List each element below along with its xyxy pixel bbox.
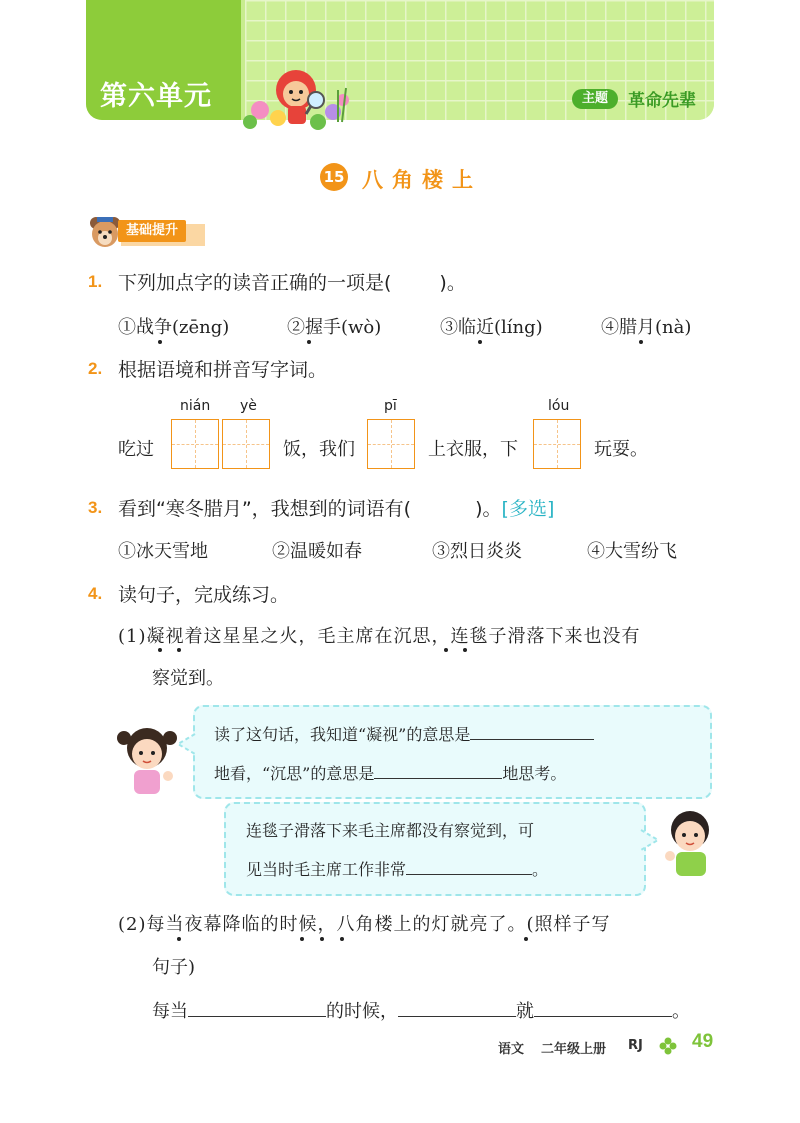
question-4-text: 读句子，完成练习。 bbox=[118, 584, 290, 606]
bubble-2-line-1: 连毯子滑落下来毛主席都没有察觉到，可 bbox=[246, 821, 535, 840]
bubble-tail bbox=[176, 732, 196, 756]
bubble-text: 地看，“沉思”的意思是 bbox=[214, 764, 375, 783]
q3-option-1[interactable]: ①冰天雪地 bbox=[118, 541, 208, 562]
lesson-number: 15 bbox=[320, 163, 348, 191]
bubble-2-line-2 bbox=[246, 857, 548, 880]
emphasis-dot bbox=[177, 648, 181, 652]
question-number: 3. bbox=[88, 498, 103, 517]
bubble-tail bbox=[640, 828, 660, 852]
answer-blank[interactable] bbox=[406, 874, 532, 875]
speech-bubble-1 bbox=[193, 705, 712, 799]
question-3-text bbox=[118, 494, 554, 521]
q2-segment-2: 饭，我们 bbox=[283, 439, 355, 460]
footer-subject: 语文 bbox=[498, 1042, 525, 1057]
q1-option-4[interactable]: ④腊月(nà) bbox=[601, 317, 692, 338]
pattern-text: 就 bbox=[516, 1001, 534, 1022]
dog-mascot-icon bbox=[88, 214, 122, 250]
girl-illustration bbox=[114, 724, 180, 796]
question-number: 2. bbox=[88, 359, 103, 378]
question-text-end: )。 bbox=[475, 498, 502, 520]
q3-option-4[interactable]: ④大雪纷飞 bbox=[587, 541, 677, 562]
question-1-text bbox=[118, 268, 466, 295]
pattern-text: 的时候， bbox=[326, 1001, 398, 1022]
answer-blank[interactable] bbox=[188, 1016, 326, 1017]
q2-segment-4: 玩耍。 bbox=[594, 439, 648, 460]
bubble-text: 见当时毛主席工作非常 bbox=[246, 860, 407, 879]
emphasis-dot bbox=[177, 937, 181, 941]
bubble-text: 读了这句话，我知道“凝视”的意思是 bbox=[214, 725, 471, 744]
pinyin-pi: pī bbox=[384, 398, 397, 414]
pinyin-ye: yè bbox=[240, 398, 257, 414]
pattern-text: 每当 bbox=[152, 1001, 188, 1022]
answer-blank[interactable] bbox=[398, 1016, 516, 1017]
bubble-text: 。 bbox=[532, 860, 549, 879]
q1-option-3[interactable]: ③临近(líng) bbox=[440, 317, 543, 338]
q4-pattern-line bbox=[152, 997, 690, 1023]
unit-title: 第六单元 bbox=[100, 81, 212, 112]
pattern-text: 。 bbox=[672, 1001, 690, 1022]
question-number: 1. bbox=[88, 272, 103, 291]
question-2-text: 根据语境和拼音写字词。 bbox=[118, 359, 328, 381]
bubble-1-line-1 bbox=[214, 722, 594, 745]
question-1 bbox=[88, 272, 102, 292]
footer-grade: 二年级上册 bbox=[541, 1042, 607, 1057]
q3-option-3[interactable]: ③烈日炎炎 bbox=[432, 541, 522, 562]
question-text-start: 下列加点字的读音正确的一项是( bbox=[118, 272, 392, 294]
tianzige-box-1[interactable] bbox=[171, 419, 219, 469]
question-text-end: )。 bbox=[439, 272, 466, 294]
answer-blank[interactable] bbox=[470, 739, 594, 740]
emphasis-dot bbox=[300, 937, 304, 941]
boy-illustration bbox=[660, 806, 720, 878]
q1-option-1[interactable]: ①战争(zēng) bbox=[118, 317, 230, 338]
theme-text: 革命先辈 bbox=[628, 91, 696, 111]
q2-segment-3: 上衣服，下 bbox=[428, 439, 518, 460]
question-text-start: 看到“寒冬腊月”，我想到的词语有( bbox=[118, 498, 412, 520]
multi-select-tag: [多选] bbox=[501, 498, 555, 520]
q3-option-2[interactable]: ②温暖如春 bbox=[272, 541, 362, 562]
section-tag: 基础提升 bbox=[118, 220, 186, 242]
q4-sentence-1: (1)凝视着这星星之火，毛主席在沉思，连毯子滑落下来也没有 bbox=[118, 626, 641, 647]
speech-bubble-2 bbox=[224, 802, 646, 896]
tianzige-box-3[interactable] bbox=[367, 419, 415, 469]
emphasis-dot bbox=[463, 648, 467, 652]
emphasis-dot bbox=[478, 340, 482, 344]
q4-sentence-2-cont: 句子) bbox=[152, 957, 196, 978]
emphasis-dot bbox=[307, 340, 311, 344]
q1-option-2[interactable]: ②握手(wò) bbox=[287, 317, 382, 338]
emphasis-dot bbox=[158, 648, 162, 652]
answer-blank[interactable] bbox=[534, 1016, 672, 1017]
pinyin-nian: nián bbox=[180, 398, 211, 414]
page-number: 49 bbox=[692, 1031, 714, 1052]
q2-segment-1: 吃过 bbox=[118, 439, 154, 460]
bubble-1-line-2 bbox=[214, 761, 566, 784]
bubble-text: 地思考。 bbox=[502, 764, 567, 783]
emphasis-dot bbox=[639, 340, 643, 344]
emphasis-dot bbox=[158, 340, 162, 344]
mascot-magnifier-illustration bbox=[238, 60, 353, 130]
clover-icon bbox=[659, 1037, 677, 1055]
emphasis-dot bbox=[340, 937, 344, 941]
q4-sentence-2: (2)每当夜幕降临的时候，八角楼上的灯就亮了。(照样子写 bbox=[118, 914, 611, 935]
pinyin-lou: lóu bbox=[548, 398, 570, 414]
lesson-title: 八角楼上 bbox=[362, 168, 482, 192]
tianzige-box-2[interactable] bbox=[222, 419, 270, 469]
emphasis-dot bbox=[444, 648, 448, 652]
emphasis-dot bbox=[320, 937, 324, 941]
theme-badge: 主题 bbox=[572, 89, 618, 109]
answer-blank[interactable] bbox=[374, 778, 502, 779]
footer-edition: RJ bbox=[628, 1038, 643, 1053]
emphasis-dot bbox=[524, 937, 528, 941]
question-number: 4. bbox=[88, 584, 103, 603]
q4-sentence-1-cont: 察觉到。 bbox=[152, 668, 224, 689]
tianzige-box-4[interactable] bbox=[533, 419, 581, 469]
